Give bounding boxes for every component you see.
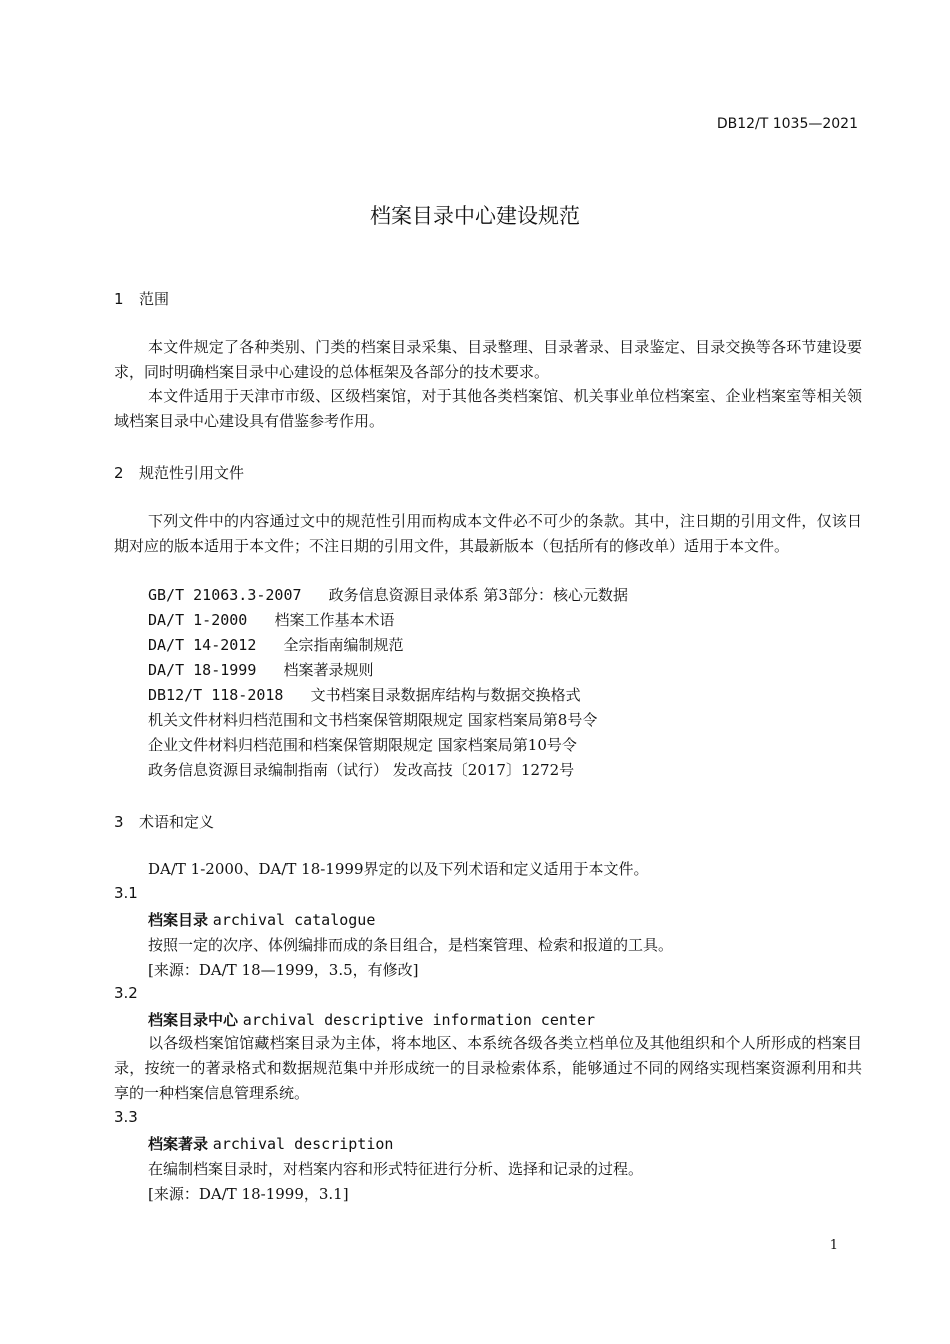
section-title: 范围 xyxy=(139,290,170,308)
section-1-paragraph-1: 本文件规定了各种类别、门类的档案目录采集、目录整理、目录著录、目录鉴定、目录交换等各环节建设要求，同时明确档案目录中心建设的总体框架及各部分的技术要求。 xyxy=(114,338,862,381)
section-number: 3 xyxy=(114,813,124,831)
term-source: [来源：DA/T 18-1999，3.1] xyxy=(148,1185,349,1203)
reference-title: 企业文件材料归档范围和档案保管期限规定 国家档案局第10号令 xyxy=(148,736,577,754)
reference-title: 全宗指南编制规范 xyxy=(283,636,404,654)
page-number: 1 xyxy=(829,1238,838,1253)
reference-item xyxy=(148,759,574,780)
section-1-heading xyxy=(114,288,169,309)
document-title: 档案目录中心建设规范 xyxy=(370,204,580,228)
term-definition: 以各级档案馆馆藏档案目录为主体，将本地区、本系统各级各类立档单位及其他组织和个人所形成的档案目录，按统一的著录格式和数据规范集中并形成统一的目录检索体系，能够通过不同的网络实现档案资源利用和共享的一种档案信息管理系统。 xyxy=(114,1034,862,1102)
reference-item xyxy=(148,709,597,730)
reference-code: DA/T 18-1999 xyxy=(148,661,257,679)
section-2-paragraph-1: 下列文件中的内容通过文中的规范性引用而构成本文件必不可少的条款。其中，注日期的引用文件，仅该日期对应的版本适用于本文件；不注日期的引用文件，其最新版本（包括所有的修改单）适用于本文件。 xyxy=(114,512,862,555)
term-english: archival description xyxy=(212,1135,394,1153)
section-1-paragraph-2: 本文件适用于天津市市级、区级档案馆，对于其他各类档案馆、机关事业单位档案室、企业档案室等相关领域档案目录中心建设具有借鉴参考作用。 xyxy=(114,387,862,430)
term-definition: 按照一定的次序、体例编排而成的条目组合，是档案管理、检索和报道的工具。 xyxy=(148,936,674,954)
reference-title: 文书档案目录数据库结构与数据交换格式 xyxy=(310,686,581,704)
term-definition: 在编制档案目录时，对档案内容和形式特征进行分析、选择和记录的过程。 xyxy=(148,1160,644,1178)
term-english: archival catalogue xyxy=(212,911,376,929)
term-chinese: 档案目录中心 xyxy=(148,1011,239,1029)
clause-number: 3.1 xyxy=(114,884,138,902)
reference-title: 档案工作基本术语 xyxy=(274,611,395,629)
term-english: archival descriptive information center xyxy=(242,1011,595,1029)
reference-code: GB/T 21063.3-2007 xyxy=(148,586,302,604)
reference-item xyxy=(148,659,373,680)
section-3-intro: DA/T 1-2000、DA/T 18-1999界定的以及下列术语和定义适用于本文件。 xyxy=(148,860,649,878)
reference-item xyxy=(148,634,403,655)
reference-title: 档案著录规则 xyxy=(283,661,374,679)
section-title: 术语和定义 xyxy=(139,813,215,831)
reference-item xyxy=(148,684,581,705)
term-source: [来源：DA/T 18—1999，3.5，有修改] xyxy=(148,961,419,979)
term-chinese: 档案著录 xyxy=(148,1135,209,1153)
section-number: 2 xyxy=(114,464,124,482)
reference-code: DA/T 1-2000 xyxy=(148,611,248,629)
reference-item xyxy=(148,584,628,605)
clause-number: 3.3 xyxy=(114,1108,138,1126)
standard-code: DB12/T 1035—2021 xyxy=(716,116,858,132)
section-number: 1 xyxy=(114,290,124,308)
reference-title: 政务信息资源目录编制指南（试行） 发改高技〔2017〕1272号 xyxy=(148,761,575,779)
reference-item xyxy=(148,734,577,755)
reference-code: DA/T 14-2012 xyxy=(148,636,257,654)
term-heading xyxy=(148,1133,393,1154)
term-chinese: 档案目录 xyxy=(148,911,209,929)
reference-item xyxy=(148,609,394,630)
section-3-heading xyxy=(114,811,214,832)
clause-number: 3.2 xyxy=(114,984,138,1002)
term-heading xyxy=(148,1009,595,1030)
reference-title: 机关文件材料归档范围和文书档案保管期限规定 国家档案局第8号令 xyxy=(148,711,598,729)
term-heading xyxy=(148,909,375,930)
section-title: 规范性引用文件 xyxy=(139,464,245,482)
section-2-heading xyxy=(114,462,244,483)
reference-title: 政务信息资源目录体系 第3部分：核心元数据 xyxy=(328,586,628,604)
reference-code: DB12/T 118-2018 xyxy=(148,686,284,704)
